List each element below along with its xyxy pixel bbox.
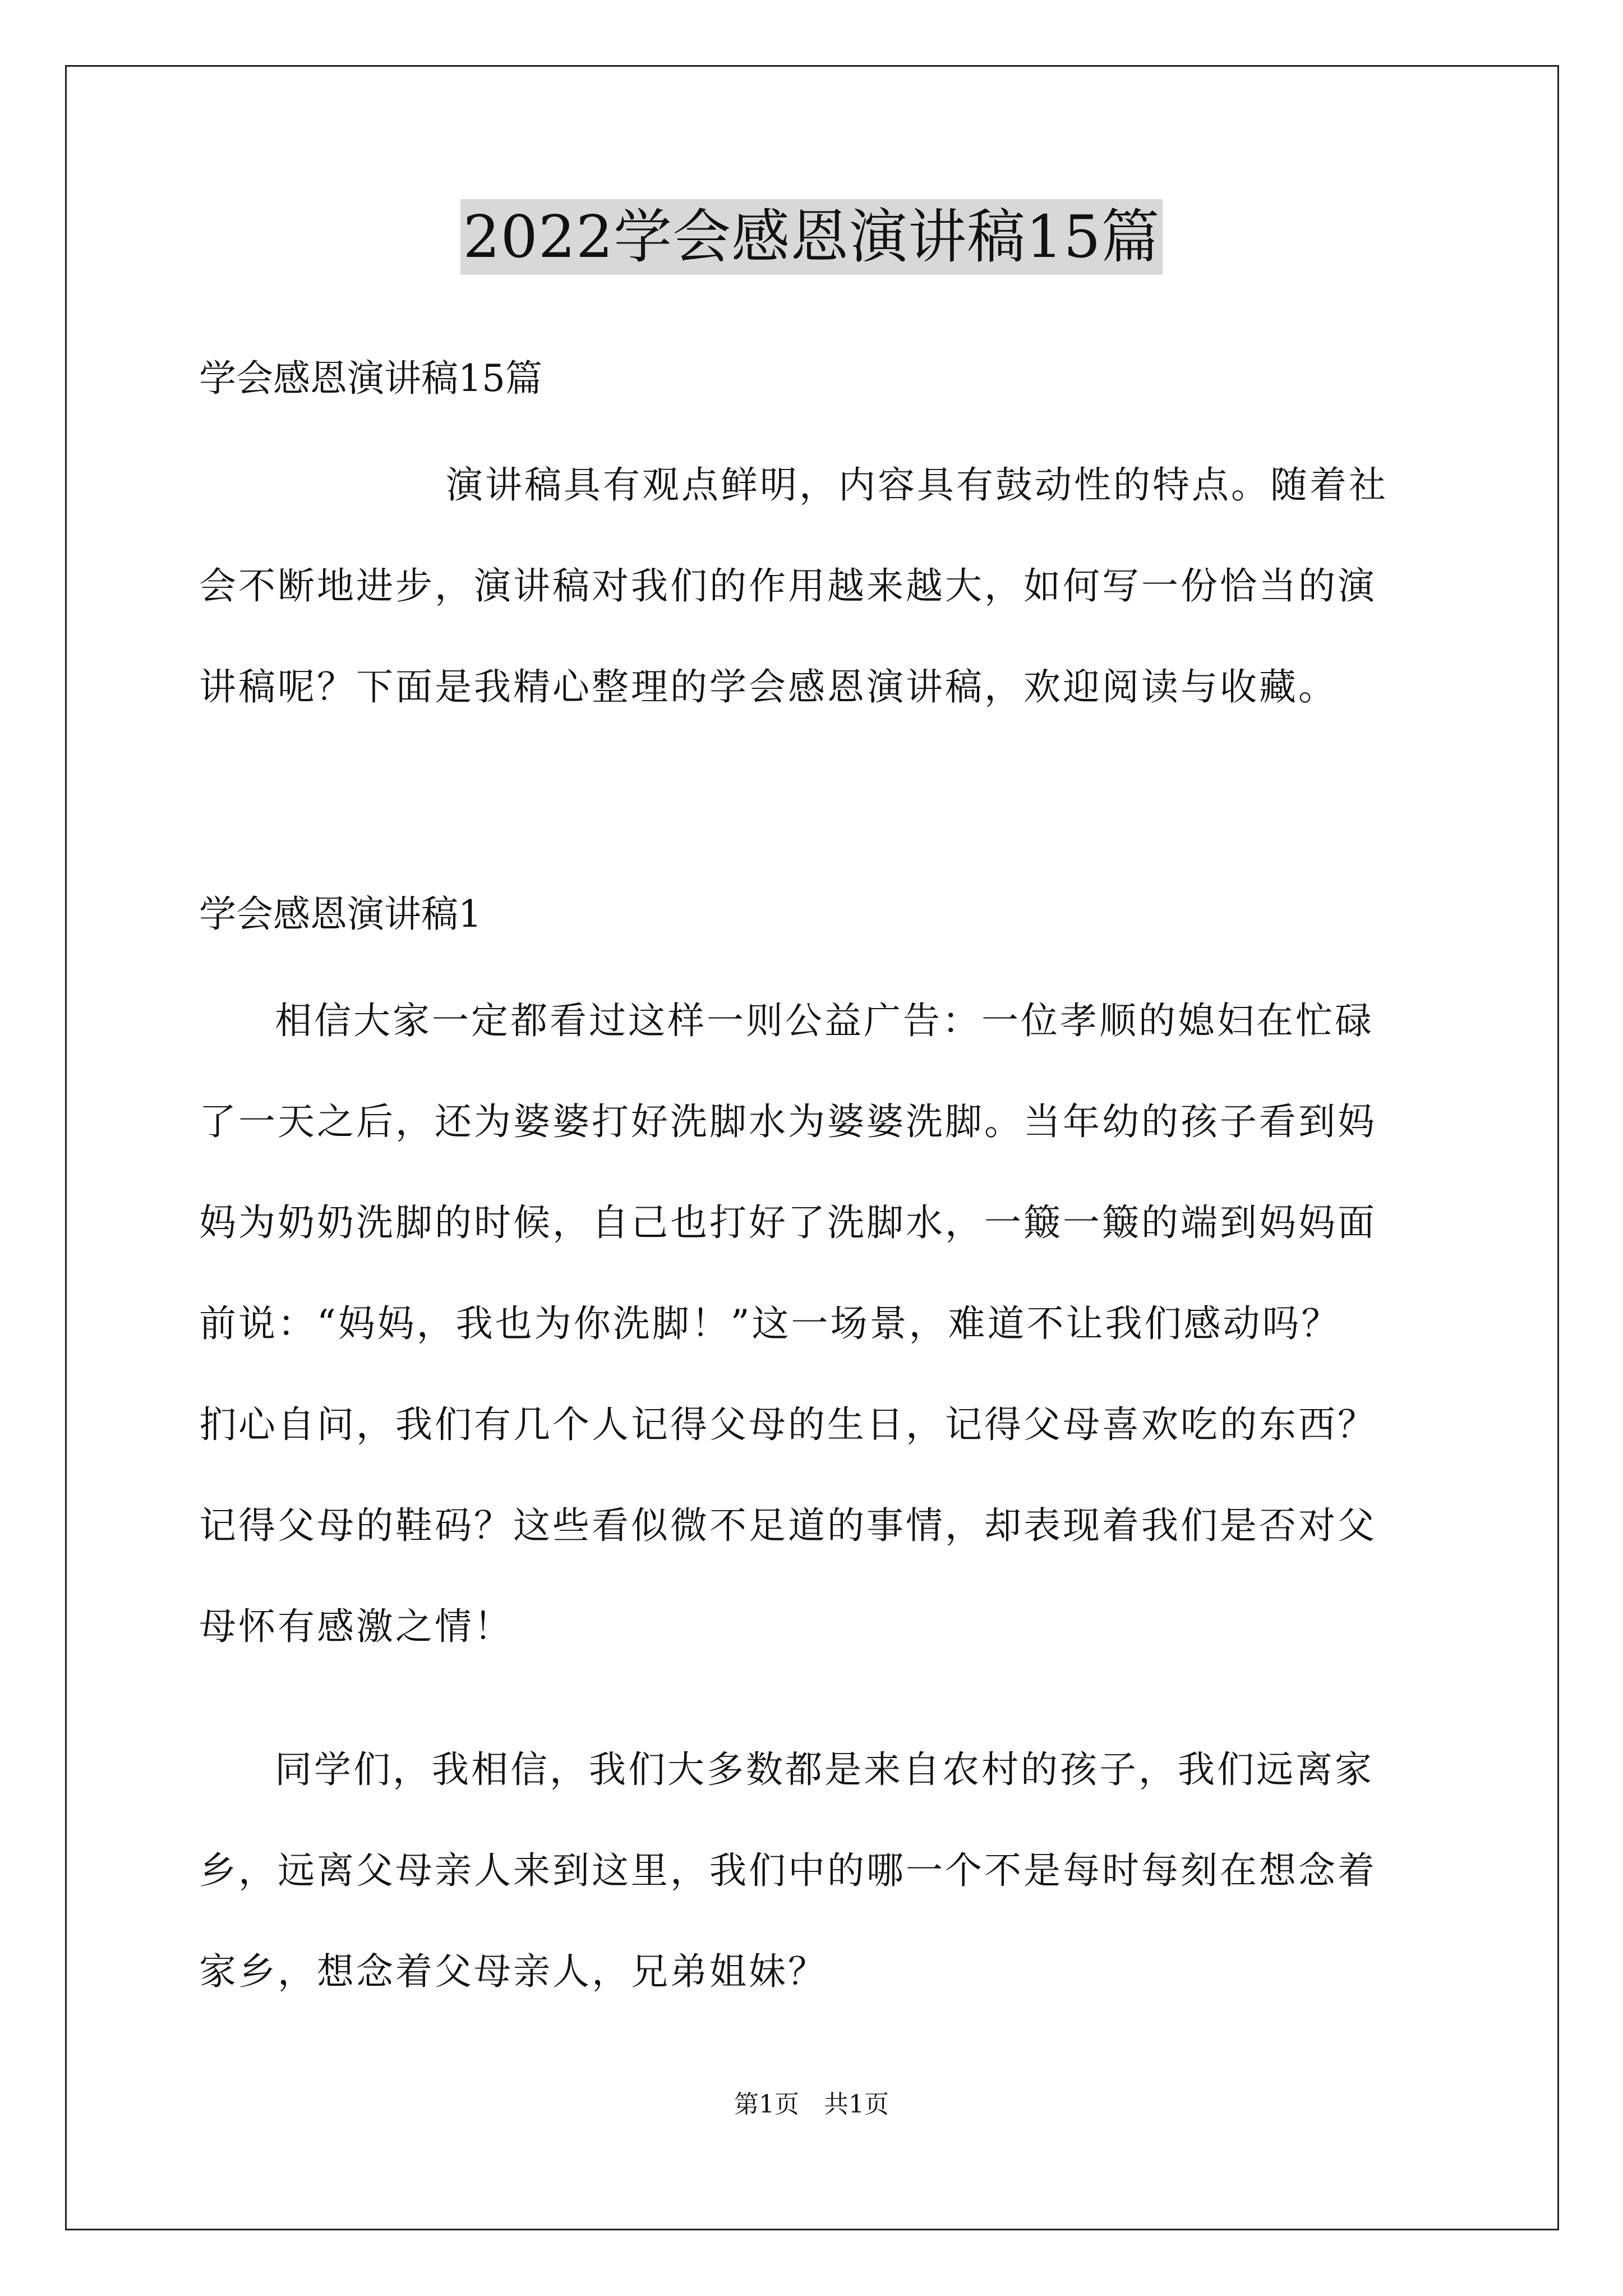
paragraph-line: 了一天之后，还为婆婆打好洗脚水为婆婆洗脚。当年幼的孩子看到妈 <box>199 1100 1377 1143</box>
document-title: 2022学会感恩演讲稿15篇 <box>460 199 1162 275</box>
page-footer: 第1页 共1页 <box>734 2090 889 2119</box>
paragraph-line: 家乡，想念着父母亲人，兄弟姐妹？ <box>199 1950 827 1993</box>
intro-line: 会不断地进步，演讲稿对我们的作用越来越大，如何写一份恰当的演 <box>199 564 1377 608</box>
intro-paragraph <box>199 463 1433 710</box>
paragraph-line: 乡，远离父母亲人来到这里，我们中的哪一个不是每时每刻在想念着 <box>199 1849 1377 1892</box>
paragraph-line: 同学们，我相信，我们大多数都是来自农村的孩子，我们远离家 <box>275 1748 1374 1791</box>
paragraph-2 <box>199 1747 1433 1994</box>
paragraph-1 <box>199 999 1433 1649</box>
paragraph-line: 妈为奶奶洗脚的时候，自己也打好了洗脚水，一簸一簸的端到妈妈面 <box>199 1201 1377 1244</box>
paragraph-line: 记得父母的鞋码？这些看似微不足道的事情，却表现着我们是否对父 <box>199 1504 1377 1547</box>
paragraph-line: 前说：“妈妈，我也为你洗脚！”这一场景，难道不让我们感动吗？ <box>199 1302 1341 1345</box>
intro-line: 讲稿呢？下面是我精心整理的学会感恩演讲稿，欢迎阅读与收藏。 <box>199 665 1338 708</box>
paragraph-line: 扪心自问，我们有几个人记得父母的生日，记得父母喜欢吃的东西？ <box>199 1403 1377 1446</box>
intro-line: 演讲稿具有观点鲜明，内容具有鼓动性的特点。随着社 <box>446 463 1388 507</box>
subtitle: 学会感恩演讲稿15篇 <box>199 357 542 400</box>
paragraph-line: 相信大家一定都看过这样一则公益广告：一位孝顺的媳妇在忙碌 <box>275 999 1374 1042</box>
section-heading: 学会感恩演讲稿1 <box>199 892 482 936</box>
paragraph-line: 母怀有感激之情！ <box>199 1605 513 1648</box>
title-container <box>0 199 1623 275</box>
